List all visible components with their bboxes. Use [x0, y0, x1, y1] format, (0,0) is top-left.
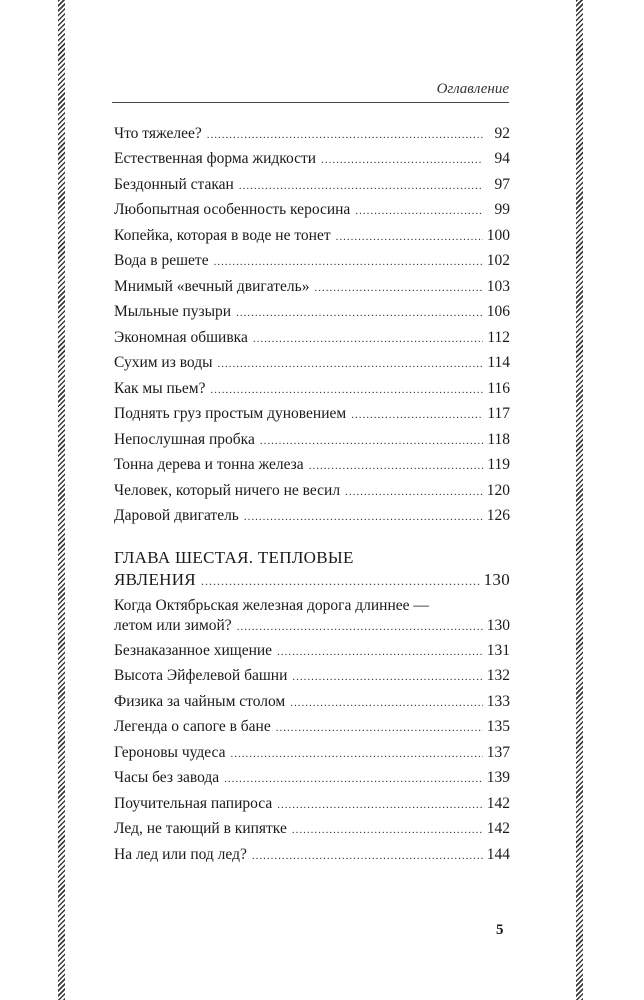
toc-entry[interactable] [114, 845, 510, 866]
toc-entry-title-line1: Когда Октябрьская железная дорога длиннее — [114, 597, 429, 614]
page-number: 5 [496, 922, 504, 938]
toc-entry-page: 118 [487, 431, 510, 448]
toc-entry[interactable] [114, 251, 510, 272]
toc-entry[interactable] [114, 596, 510, 637]
toc-leader-dots [277, 642, 483, 662]
decorative-border-right [576, 0, 583, 1000]
toc-entry[interactable] [114, 641, 510, 662]
toc-entry-page: 100 [486, 227, 510, 244]
toc-entry-page: 135 [486, 718, 510, 735]
toc-leader-dots [244, 507, 483, 527]
toc-entry-title: Тонна дерева и тонна железа [114, 456, 304, 473]
toc-entry-page: 114 [487, 354, 510, 371]
toc-entry-page: 116 [487, 380, 510, 397]
toc-entry-page: 94 [494, 150, 510, 167]
toc-entry[interactable] [114, 717, 510, 738]
toc-leader-dots [214, 252, 483, 272]
chapter-heading-line1: ГЛАВА ШЕСТАЯ. ТЕПЛОВЫЕ [114, 548, 354, 567]
toc-entry-title: Легенда о сапоге в бане [114, 718, 271, 735]
toc-entry[interactable] [114, 175, 510, 196]
toc-entry[interactable] [114, 353, 510, 374]
toc-leader-dots [292, 820, 483, 840]
toc-leader-dots [237, 617, 483, 637]
toc-leader-dots [207, 125, 483, 145]
toc-entry-title: Поучительная папироса [114, 795, 273, 812]
toc-leader-dots [345, 482, 483, 502]
toc-entry-title: Мнимый «вечный двигатель» [114, 278, 310, 295]
toc-entry-title: Лед, не тающий в кипятке [114, 820, 287, 837]
chapter-heading[interactable] [114, 547, 510, 592]
toc-entry-title: Сухим из воды [114, 354, 213, 371]
toc-leader-dots [201, 570, 481, 592]
toc-leader-dots [277, 795, 483, 815]
toc-entry[interactable] [114, 455, 510, 476]
toc-leader-dots [252, 846, 483, 866]
toc-leader-dots [321, 150, 483, 170]
toc-entry[interactable] [114, 743, 510, 764]
toc-entry-page: 92 [494, 125, 510, 142]
chapter-page: 130 [483, 570, 510, 589]
toc-entry-title: Вода в решете [114, 252, 209, 269]
toc-entry-page: 97 [494, 176, 510, 193]
toc-entry-page: 102 [486, 252, 510, 269]
toc-entry-title: Высота Эйфелевой башни [114, 667, 288, 684]
toc-entry[interactable] [114, 379, 510, 400]
toc-entry[interactable] [114, 124, 510, 145]
toc-entry-page: 120 [486, 482, 510, 499]
toc-leader-dots [224, 769, 483, 789]
toc-entry-page: 137 [486, 744, 510, 761]
toc-entry-page: 142 [486, 820, 510, 837]
toc-entry[interactable] [114, 200, 510, 221]
toc-leader-dots [253, 329, 483, 349]
toc-entry[interactable] [114, 666, 510, 687]
toc-entry-title: Копейка, которая в воде не тонет [114, 227, 331, 244]
toc-entry[interactable] [114, 302, 510, 323]
toc-leader-dots [218, 354, 483, 374]
toc-leader-dots [210, 380, 483, 400]
toc-entry-page: 106 [486, 303, 510, 320]
toc-leader-dots [309, 456, 483, 476]
toc-leader-dots [276, 718, 483, 738]
toc-entry-title: На лед или под лед? [114, 846, 247, 863]
toc-entry-title: летом или зимой? [114, 617, 232, 634]
toc-leader-dots [355, 201, 483, 221]
toc-entry-page: 144 [486, 846, 510, 863]
chapter-heading-line2: ЯВЛЕНИЯ [114, 570, 196, 589]
toc-entry[interactable] [114, 819, 510, 840]
toc-entry-page: 112 [487, 329, 510, 346]
toc-entry-page: 131 [486, 642, 510, 659]
toc-entry-page: 133 [486, 693, 510, 710]
toc-leader-dots [314, 278, 483, 298]
toc-entry-title: Поднять груз простым дуновением [114, 405, 347, 422]
toc-entry-title: Любопытная особенность керосина [114, 201, 351, 218]
toc-leader-dots [239, 176, 483, 196]
toc-entry[interactable] [114, 692, 510, 713]
toc-entry-title: Безнаказанное хищение [114, 642, 273, 659]
toc-leader-dots [236, 303, 483, 323]
toc-entry[interactable] [114, 277, 510, 298]
toc-entry-title: Экономная обшивка [114, 329, 248, 346]
toc-leader-dots [292, 667, 483, 687]
toc-entry-page: 139 [486, 769, 510, 786]
toc-entry-title: Бездонный стакан [114, 176, 234, 193]
toc-leader-dots [290, 693, 483, 713]
toc-entry-page: 132 [486, 667, 510, 684]
toc-entry-title: Человек, который ничего не весил [114, 482, 341, 499]
toc-entry[interactable] [114, 226, 510, 247]
toc-entry-title: Физика за чайным столом [114, 693, 286, 710]
toc-entry-page: 117 [487, 405, 510, 422]
toc-leader-dots [230, 744, 483, 764]
toc-entry-title: Что тяжелее? [114, 125, 202, 142]
toc-entry-title: Героновы чудеса [114, 744, 226, 761]
toc-entry-title: Даровой двигатель [114, 507, 239, 524]
toc-entry-title: Естественная форма жидкости [114, 150, 317, 167]
toc-leader-dots [260, 431, 483, 451]
running-header [112, 78, 509, 103]
toc-entry-page: 103 [486, 278, 510, 295]
toc-leader-dots [336, 227, 483, 247]
toc-entry-title: Непослушная пробка [114, 431, 255, 448]
toc-entry-page: 130 [486, 617, 510, 634]
toc-entry[interactable] [114, 149, 510, 170]
toc-entry[interactable] [114, 430, 510, 451]
toc-entry[interactable] [114, 768, 510, 789]
decorative-border-left [58, 0, 65, 1000]
toc-entry-page: 142 [486, 795, 510, 812]
toc-entry[interactable] [114, 794, 510, 815]
toc-entry-page: 99 [494, 201, 510, 218]
toc-entry-title: Мыльные пузыри [114, 303, 232, 320]
toc-entry-page: 119 [487, 456, 510, 473]
toc-entry-title: Как мы пьем? [114, 380, 206, 397]
toc-entry[interactable] [114, 506, 510, 527]
toc-leader-dots [351, 405, 483, 425]
toc-entry[interactable] [114, 481, 510, 502]
toc-entry-page: 126 [486, 507, 510, 524]
running-header-title: Оглавление [436, 81, 509, 97]
toc-entry[interactable] [114, 404, 510, 425]
toc-entry[interactable] [114, 328, 510, 349]
toc-entry-title: Часы без завода [114, 769, 220, 786]
